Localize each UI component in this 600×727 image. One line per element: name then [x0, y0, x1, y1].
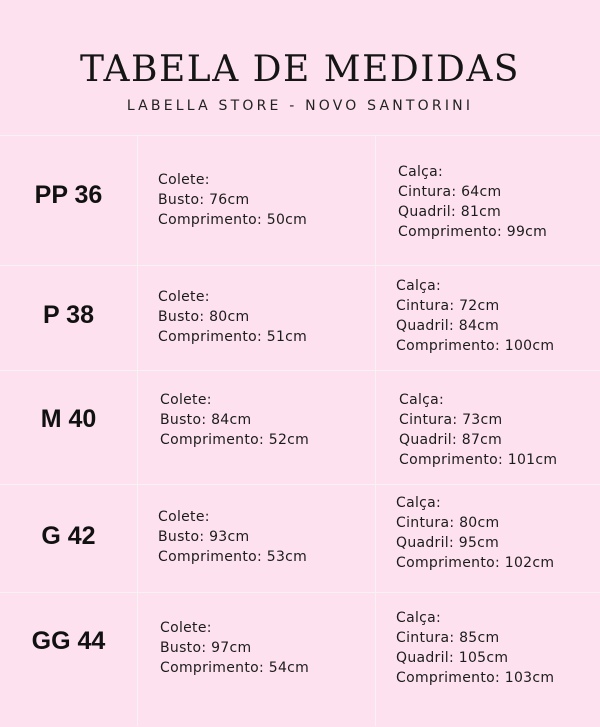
size-label: M 40: [40, 405, 97, 433]
calca-measurements: [396, 608, 554, 688]
colete-busto: Busto: 84cm: [160, 412, 252, 428]
calca-quadril: Quadril: 84cm: [396, 318, 500, 334]
store-subtitle: LABELLA STORE - NOVO SANTORINI: [126, 98, 474, 114]
calca-cintura: Cintura: 73cm: [399, 412, 503, 428]
colete-comprimento: Comprimento: 54cm: [160, 660, 310, 676]
colete-measurements: [160, 390, 309, 450]
colete-comprimento: Comprimento: 52cm: [160, 432, 310, 448]
colete-busto: Busto: 93cm: [158, 529, 250, 545]
calca-measurements: [398, 162, 547, 242]
calca-quadril: Quadril: 81cm: [398, 204, 502, 220]
colete-heading: Colete:: [160, 392, 212, 408]
calca-heading: Calça:: [396, 495, 442, 511]
colete-comprimento: Comprimento: 51cm: [158, 329, 308, 345]
colete-comprimento: Comprimento: 50cm: [158, 212, 308, 228]
calca-heading: Calça:: [396, 610, 442, 626]
size-label: G 42: [41, 522, 96, 550]
calca-heading: Calça:: [399, 392, 445, 408]
calca-cintura: Cintura: 85cm: [396, 630, 500, 646]
size-label: GG 44: [31, 627, 106, 655]
colete-busto: Busto: 97cm: [160, 640, 252, 656]
size-label: PP 36: [34, 181, 103, 209]
calca-cintura: Cintura: 80cm: [396, 515, 500, 531]
colete-measurements: [158, 170, 307, 230]
calca-cintura: Cintura: 64cm: [398, 184, 502, 200]
header: [0, 0, 600, 135]
calca-quadril: Quadril: 87cm: [399, 432, 503, 448]
colete-comprimento: Comprimento: 53cm: [158, 549, 308, 565]
calca-heading: Calça:: [398, 164, 444, 180]
colete-measurements: [158, 507, 307, 567]
colete-heading: Colete:: [158, 289, 210, 305]
page-title: TABELA DE MEDIDAS: [80, 49, 520, 90]
calca-quadril: Quadril: 105cm: [396, 650, 509, 666]
calca-cintura: Cintura: 72cm: [396, 298, 500, 314]
calca-measurements: [396, 493, 554, 573]
calca-comprimento: Comprimento: 101cm: [399, 452, 558, 468]
colete-busto: Busto: 80cm: [158, 309, 250, 325]
colete-measurements: [160, 618, 309, 678]
calca-measurements: [399, 390, 557, 470]
calca-comprimento: Comprimento: 103cm: [396, 670, 555, 686]
calca-measurements: [396, 276, 554, 356]
colete-heading: Colete:: [158, 172, 210, 188]
colete-busto: Busto: 76cm: [158, 192, 250, 208]
calca-comprimento: Comprimento: 100cm: [396, 338, 555, 354]
calca-heading: Calça:: [396, 278, 442, 294]
colete-heading: Colete:: [160, 620, 212, 636]
colete-measurements: [158, 287, 307, 347]
size-label: P 38: [43, 301, 94, 329]
calca-quadril: Quadril: 95cm: [396, 535, 500, 551]
calca-comprimento: Comprimento: 99cm: [398, 224, 548, 240]
colete-heading: Colete:: [158, 509, 210, 525]
calca-comprimento: Comprimento: 102cm: [396, 555, 555, 571]
